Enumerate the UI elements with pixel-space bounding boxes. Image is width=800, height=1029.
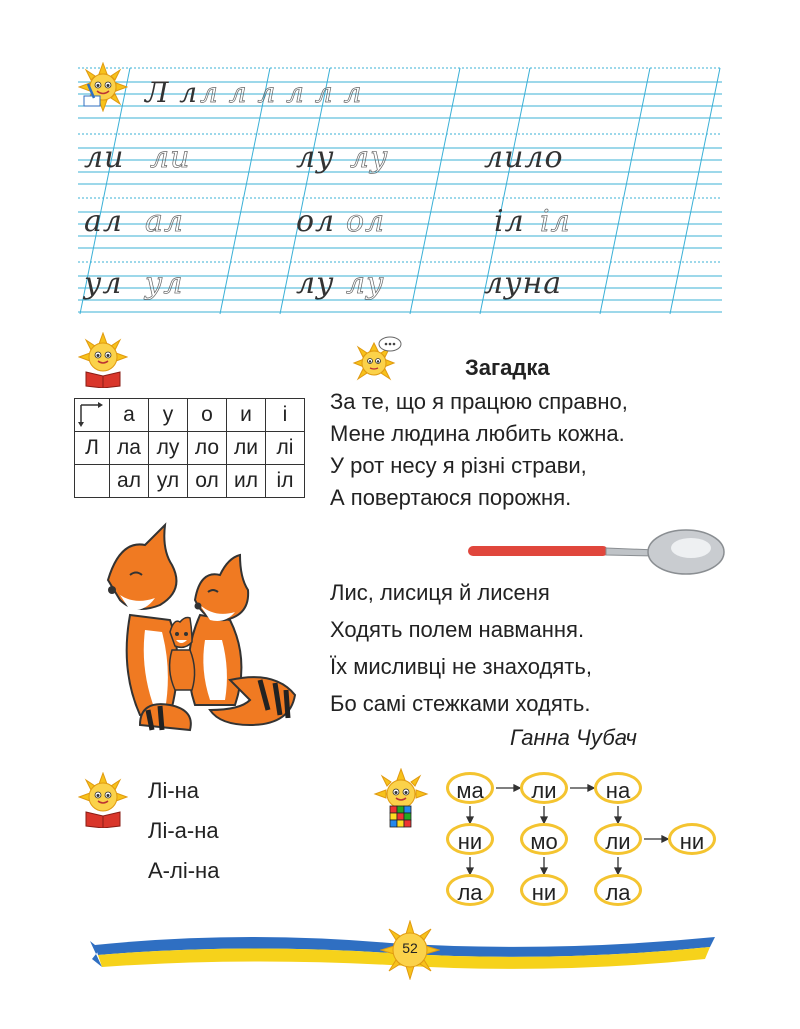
copybook-row4-model-2: лу — [296, 266, 335, 301]
chain-syllable: ла — [446, 874, 494, 906]
copybook-row4-trace-1: ул — [145, 266, 184, 301]
copybook-row2-trace-2: лу — [350, 140, 389, 175]
table-vowel: і — [266, 399, 305, 432]
copybook-row3-model-1: ал — [84, 204, 123, 239]
copybook-row2-trace-1: ли — [150, 140, 191, 175]
table-consonant: Л — [75, 432, 110, 465]
table-vowel: и — [227, 399, 266, 432]
riddle-line: У рот несу я різні страви, — [330, 453, 587, 478]
table-syllable: лі — [266, 432, 305, 465]
riddle-title: Загадка — [465, 355, 550, 380]
poem-author: Ганна Чубач — [510, 725, 637, 750]
copybook-row2-model-1: ли — [84, 140, 125, 175]
copybook-row4-model-1: ул — [84, 266, 123, 301]
table-syllable: ол — [188, 465, 227, 498]
table-syllable: ли — [227, 432, 266, 465]
chain-syllable: ни — [668, 823, 716, 855]
copybook-row2-model-2: лу — [296, 140, 335, 175]
chain-syllable: на — [594, 772, 642, 804]
table-vowel: о — [188, 399, 227, 432]
poem-line: Лис, лисиця й лисеня — [330, 580, 550, 605]
chain-syllable: ла — [594, 874, 642, 906]
table-corner-arrows — [75, 399, 110, 432]
page-number: 52 — [402, 940, 418, 956]
table-syllable: ил — [227, 465, 266, 498]
table-syllable: ла — [110, 432, 149, 465]
copybook-row3-trace-2: ол — [346, 204, 386, 239]
chain-syllable: ма — [446, 772, 494, 804]
chain-syllable: мо — [520, 823, 568, 855]
table-syllable: ул — [149, 465, 188, 498]
copybook-row2-model-3: лило — [484, 140, 564, 175]
poem-line: Ходять полем навмання. — [330, 617, 585, 642]
reading-line: Лі-на — [148, 778, 200, 803]
chain-syllable: ни — [446, 823, 494, 855]
sunflower-reading-icon — [78, 332, 128, 388]
riddle-line: За те, що я працюю справно, — [330, 389, 628, 414]
table-syllable: іл — [266, 465, 305, 498]
arrows-icon — [76, 400, 104, 430]
table-syllable: ал — [110, 465, 149, 498]
table-vowel: у — [149, 399, 188, 432]
riddle-line: Мене людина любить кожна. — [330, 421, 625, 446]
copybook-row1-trace: л л л л л л — [200, 76, 363, 109]
reading-line: А-лі-на — [148, 858, 220, 883]
table-empty-cell — [75, 465, 110, 498]
riddle-line: А повертаюся порожня. — [330, 485, 572, 510]
chain-syllable: ли — [594, 823, 642, 855]
sunflower-puzzle-icon — [372, 768, 430, 828]
foxes-illustration — [100, 520, 300, 735]
table-vowel: а — [110, 399, 149, 432]
copybook-row3-model-3: іл — [494, 204, 525, 239]
reading-line: Лі-а-на — [148, 818, 219, 843]
table-syllable: лу — [149, 432, 188, 465]
copybook-row4-model-3: луна — [484, 266, 563, 301]
chain-syllable: ни — [520, 874, 568, 906]
sunflower-thinking-icon — [352, 335, 402, 385]
copybook-row3-trace-3: іл — [540, 204, 571, 239]
syllable-table — [74, 398, 305, 498]
copybook-row3-trace-1: ал — [145, 204, 184, 239]
copybook-row3-model-2: ол — [296, 204, 336, 239]
copybook-row4-trace-2: лу — [346, 266, 385, 301]
sunflower-reading-icon — [78, 772, 128, 828]
chain-syllable: ли — [520, 772, 568, 804]
copybook-row1-model: Л л — [145, 76, 199, 109]
sunflower-writing-icon — [78, 62, 128, 112]
table-syllable: ло — [188, 432, 227, 465]
poem-line: Бо самі стежками ходять. — [330, 691, 591, 716]
poem-line: Їх мисливці не знаходять, — [330, 654, 592, 679]
